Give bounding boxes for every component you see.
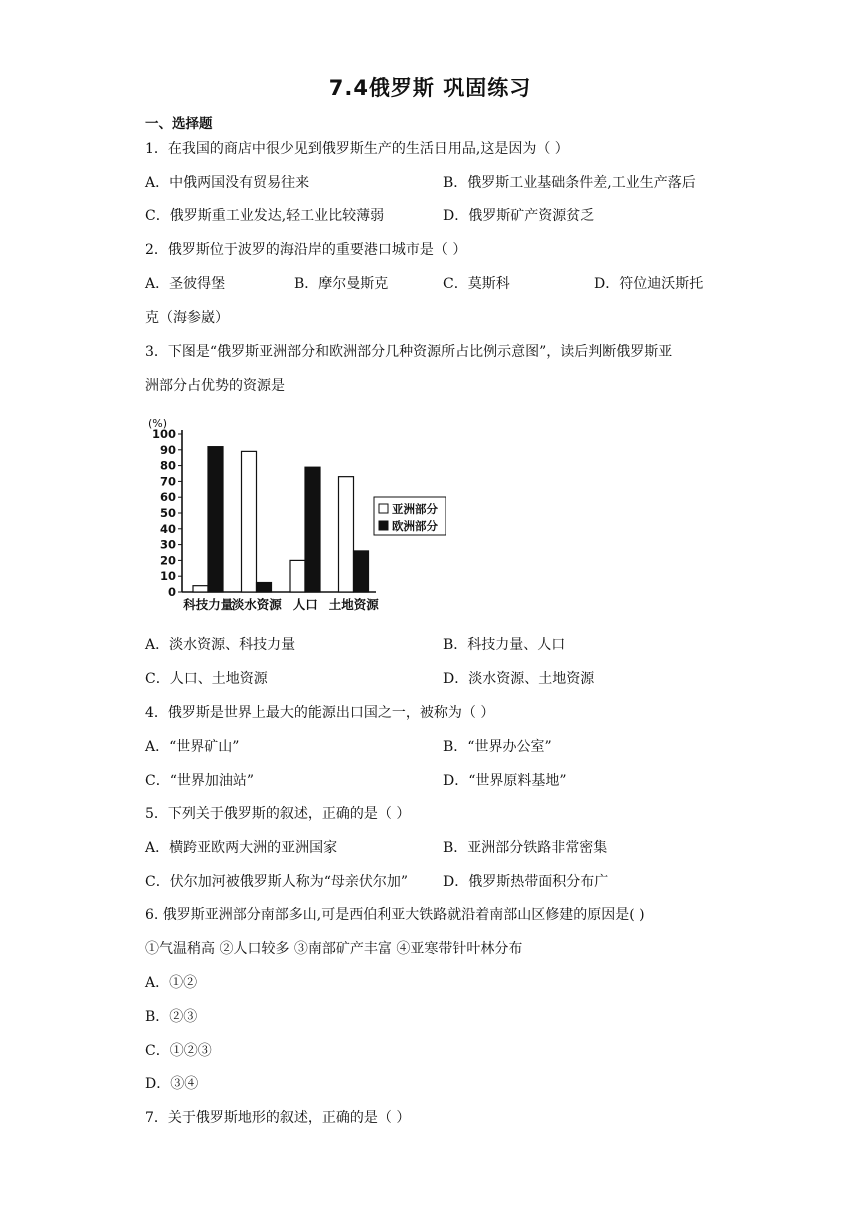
chart-x-tick-label: 人口 <box>292 597 318 612</box>
chart-y-tick-label: 20 <box>159 553 176 568</box>
question-5-option-d[interactable]: D．俄罗斯热带面积分布广 <box>443 874 609 890</box>
question-1-option-c[interactable]: C．俄罗斯重工业发达,轻工业比较薄弱 <box>145 208 385 224</box>
question-4-option-a[interactable]: A．“世界矿山” <box>145 739 240 755</box>
question-2-option-b[interactable]: B．摩尔曼斯克 <box>294 276 389 292</box>
chart-legend <box>374 497 446 535</box>
question-4-stem: 4．俄罗斯是世界上最大的能源出口国之一，被称为（ ） <box>145 705 495 721</box>
question-3-option-b[interactable]: B．科技力量、人口 <box>443 637 566 653</box>
question-2-option-c[interactable]: C．莫斯科 <box>443 276 510 292</box>
question-6-option-b[interactable]: B．②③ <box>145 1009 198 1025</box>
chart-y-tick-label: 50 <box>159 506 176 520</box>
chart-x-labels <box>182 597 379 612</box>
chart-y-tick-label: 70 <box>159 474 176 489</box>
chart-x-tick-label: 淡水资源 <box>231 597 282 612</box>
chart-y-tick-label: 10 <box>159 569 176 584</box>
chart-bar-europe <box>208 447 223 592</box>
chart-x-tick-label: 土地资源 <box>328 597 379 612</box>
question-3-stem-line-1: 3．下图是“俄罗斯亚洲部分和欧洲部分几种资源所占比例示意图”，读后判断俄罗斯亚 <box>145 344 673 360</box>
chart-y-tick-label: 60 <box>159 490 176 505</box>
chart-bar-asia <box>339 477 354 592</box>
question-1-option-d[interactable]: D．俄罗斯矿产资源贫乏 <box>443 208 595 224</box>
chart-legend-swatch <box>379 521 388 530</box>
chart-y-tick-label: 0 <box>167 585 176 599</box>
question-1-option-a[interactable]: A．中俄两国没有贸易往来 <box>145 175 310 191</box>
question-2-option-d[interactable]: D．符位迪沃斯托 <box>594 276 704 292</box>
question-4-option-d[interactable]: D．“世界原料基地” <box>443 773 567 789</box>
question-3-option-c[interactable]: C．人口、土地资源 <box>145 671 268 687</box>
question-6-option-d[interactable]: D．③④ <box>145 1076 199 1092</box>
chart-legend-swatch <box>379 504 388 513</box>
question-6-conditions: ①气温稍高 ②人口较多 ③南部矿产丰富 ④亚寒带针叶林分布 <box>145 941 523 957</box>
question-7-stem: 7．关于俄罗斯地形的叙述，正确的是（ ） <box>145 1110 411 1126</box>
section-heading: 一、选择题 <box>145 116 213 132</box>
chart-x-tick-label: 科技力量 <box>183 597 234 612</box>
resource-ratio-bar-chart <box>146 412 446 622</box>
chart-legend-label: 欧洲部分 <box>392 519 438 533</box>
chart-bar-asia <box>242 451 257 592</box>
chart-y-tick-label: 40 <box>159 521 176 536</box>
chart-bar-europe <box>257 583 272 592</box>
question-5-option-c[interactable]: C．伏尔加河被俄罗斯人称为“母亲伏尔加” <box>145 874 409 890</box>
question-5-stem: 5．下列关于俄罗斯的叙述，正确的是（ ） <box>145 806 411 822</box>
chart-bar-asia <box>193 586 208 592</box>
question-2-option-a[interactable]: A．圣彼得堡 <box>145 276 226 292</box>
chart-y-tick-label: 100 <box>151 427 176 441</box>
chart-legend-label: 亚洲部分 <box>392 502 438 516</box>
question-6-option-c[interactable]: C．①②③ <box>145 1043 212 1059</box>
chart-bar-europe <box>354 551 369 592</box>
question-4-option-b[interactable]: B．“世界办公室” <box>443 739 552 755</box>
chart-bar-asia <box>290 560 305 592</box>
chart-bars <box>193 447 369 592</box>
question-2-option-d-continuation: 克（海参崴） <box>145 310 229 326</box>
chart-bar-europe <box>305 467 320 592</box>
page-title: 7.4俄罗斯 巩固练习 <box>328 76 532 100</box>
chart-y-unit-label: (%) <box>148 417 168 430</box>
chart-y-tick-label: 30 <box>159 537 176 552</box>
question-5-option-b[interactable]: B．亚洲部分铁路非常密集 <box>443 840 608 856</box>
question-6-stem: 6. 俄罗斯亚洲部分南部多山,可是西伯利亚大铁路就沿着南部山区修建的原因是( ) <box>145 907 645 923</box>
question-5-option-a[interactable]: A．横跨亚欧两大洲的亚洲国家 <box>145 840 338 856</box>
question-3-option-d[interactable]: D．淡水资源、土地资源 <box>443 671 595 687</box>
question-4-option-c[interactable]: C．“世界加油站” <box>145 773 255 789</box>
question-3-option-a[interactable]: A．淡水资源、科技力量 <box>145 637 296 653</box>
question-2-stem: 2．俄罗斯位于波罗的海沿岸的重要港口城市是（ ） <box>145 242 467 258</box>
chart-y-tick-label: 80 <box>159 458 176 473</box>
question-1-option-b[interactable]: B．俄罗斯工业基础条件差,工业生产落后 <box>443 175 696 191</box>
question-3-stem-line-2: 洲部分占优势的资源是 <box>145 378 285 394</box>
chart-y-tick-label: 90 <box>159 442 176 457</box>
question-6-option-a[interactable]: A．①② <box>145 975 198 991</box>
question-1-stem: 1．在我国的商店中很少见到俄罗斯生产的生活日用品,这是因为（ ） <box>145 141 569 157</box>
